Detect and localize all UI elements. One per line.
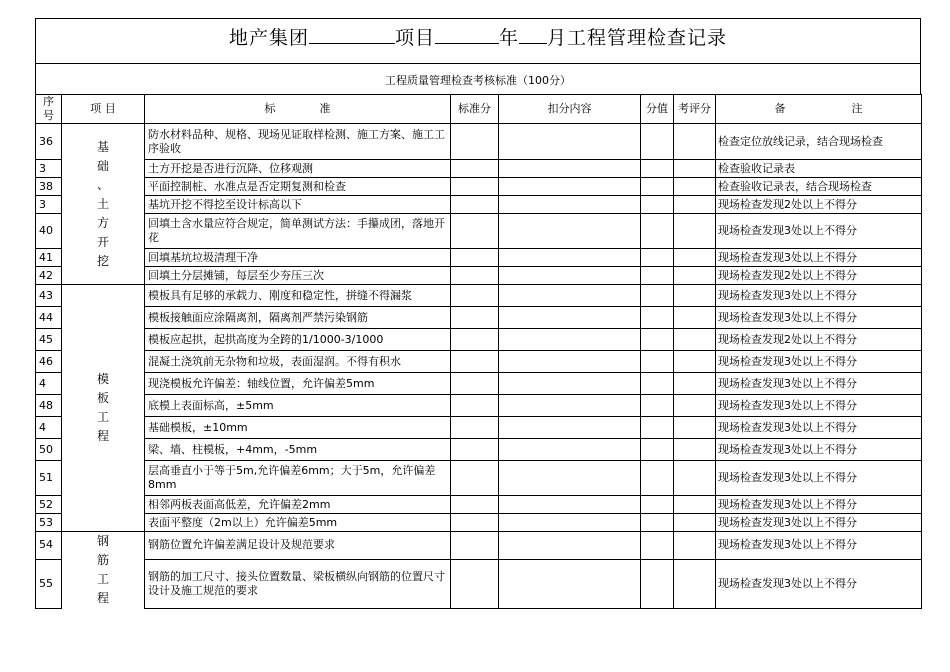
eval-score-cell[interactable] [674, 267, 716, 285]
standard-score-cell[interactable] [451, 514, 499, 532]
standard-score-cell[interactable] [451, 249, 499, 267]
standard-text: 模板接触面应涂隔离剂，隔离剂严禁污染钢筋 [145, 307, 451, 329]
standard-score-cell[interactable] [451, 285, 499, 307]
deduction-cell[interactable] [499, 496, 641, 514]
table-row [36, 160, 922, 178]
note-text: 检查验收记录表 [716, 160, 922, 178]
table-row [36, 559, 922, 608]
row-number: 42 [36, 267, 62, 285]
col-value: 分值 [641, 95, 674, 124]
note-text: 现场检查发现3处以上不得分 [716, 514, 922, 532]
col-eval-score: 考评分 [674, 95, 716, 124]
note-text: 现场检查发现2处以上不得分 [716, 267, 922, 285]
inspection-table [35, 94, 922, 609]
row-number: 53 [36, 514, 62, 532]
standard-text: 层高垂直小于等于5m,允许偏差6mm；大于5m，允许偏差8mm [145, 461, 451, 496]
eval-score-cell[interactable] [674, 351, 716, 373]
deduction-cell[interactable] [499, 461, 641, 496]
standard-text: 模板应起拱，起拱高度为全跨的1/1000-3/1000 [145, 329, 451, 351]
category-label: 基 础 、 土 方 开 挖 [96, 139, 109, 268]
inspection-sheet [35, 18, 921, 609]
value-cell[interactable] [641, 285, 674, 307]
header-row [36, 95, 922, 124]
eval-score-cell[interactable] [674, 417, 716, 439]
deduction-cell[interactable] [499, 373, 641, 395]
note-text: 现场检查发现2处以上不得分 [716, 329, 922, 351]
standard-score-cell[interactable] [451, 417, 499, 439]
page-title [36, 23, 920, 50]
table-row [36, 267, 922, 285]
note-text: 现场检查发现3处以上不得分 [716, 439, 922, 461]
standard-score-cell[interactable] [451, 461, 499, 496]
table-row [36, 439, 922, 461]
subtitle-row [35, 63, 921, 94]
table-row [36, 351, 922, 373]
note-text: 现场检查发现3处以上不得分 [716, 351, 922, 373]
eval-score-cell[interactable] [674, 249, 716, 267]
standard-score-cell[interactable] [451, 532, 499, 560]
deduction-cell[interactable] [499, 439, 641, 461]
standard-text: 模板具有足够的承载力、刚度和稳定性，拼缝不得漏浆 [145, 285, 451, 307]
eval-score-cell[interactable] [674, 124, 716, 160]
standard-score-cell[interactable] [451, 124, 499, 160]
note-text: 检查验收记录表，结合现场检查 [716, 178, 922, 196]
value-cell[interactable] [641, 329, 674, 351]
deduction-cell[interactable] [499, 124, 641, 160]
deduction-cell[interactable] [499, 417, 641, 439]
row-number: 45 [36, 329, 62, 351]
table-row [36, 417, 922, 439]
table-row [36, 395, 922, 417]
deduction-cell[interactable] [499, 196, 641, 214]
eval-score-cell[interactable] [674, 496, 716, 514]
value-cell[interactable] [641, 267, 674, 285]
note-text: 现场检查发现3处以上不得分 [716, 285, 922, 307]
note-text: 现场检查发现2处以上不得分 [716, 196, 922, 214]
note-text: 现场检查发现3处以上不得分 [716, 496, 922, 514]
standard-text: 底模上表面标高，±5mm [145, 395, 451, 417]
standard-text: 现浇模板允许偏差：轴线位置，允许偏差5mm [145, 373, 451, 395]
eval-score-cell[interactable] [674, 329, 716, 351]
col-standard-score: 标准分 [451, 95, 499, 124]
table-body [36, 124, 922, 609]
standard-score-cell[interactable] [451, 373, 499, 395]
table-row [36, 461, 922, 496]
standard-text: 回填土含水量应符合规定，简单测试方法：手攥成团，落地开花 [145, 214, 451, 249]
table-row [36, 285, 922, 307]
standard-score-cell[interactable] [451, 329, 499, 351]
year-blank[interactable] [435, 23, 499, 44]
table-row [36, 214, 922, 249]
table-row [36, 307, 922, 329]
value-cell[interactable] [641, 307, 674, 329]
value-cell[interactable] [641, 395, 674, 417]
deduction-cell[interactable] [499, 307, 641, 329]
row-number: 40 [36, 214, 62, 249]
eval-score-cell[interactable] [674, 532, 716, 560]
standard-text: 基础模板，±10mm [145, 417, 451, 439]
category-label: 模 板 工 程 [96, 372, 109, 443]
row-number: 46 [36, 351, 62, 373]
category-cell [62, 532, 145, 609]
category-cell [62, 124, 145, 285]
value-cell[interactable] [641, 373, 674, 395]
col-standard: 标 准 [145, 95, 451, 124]
table-subtitle: 工程质量管理检查考核标准（100分） [385, 74, 571, 87]
title-box [35, 18, 921, 63]
table-row [36, 329, 922, 351]
row-number: 38 [36, 178, 62, 196]
value-cell[interactable] [641, 160, 674, 178]
standard-text: 表面平整度（2m以上）允许偏差5mm [145, 514, 451, 532]
value-cell[interactable] [641, 351, 674, 373]
eval-score-cell[interactable] [674, 178, 716, 196]
row-number: 48 [36, 395, 62, 417]
title-company: 地产集团 [228, 27, 309, 49]
row-number: 36 [36, 124, 62, 160]
table-row [36, 124, 922, 160]
note-text: 现场检查发现3处以上不得分 [716, 373, 922, 395]
project-blank[interactable] [309, 23, 395, 44]
deduction-cell[interactable] [499, 329, 641, 351]
standard-score-cell[interactable] [451, 214, 499, 249]
note-text: 检查定位放线记录，结合现场检查 [716, 124, 922, 160]
eval-score-cell[interactable] [674, 461, 716, 496]
standard-text: 土方开挖是否进行沉降、位移观测 [145, 160, 451, 178]
deduction-cell[interactable] [499, 214, 641, 249]
row-number: 41 [36, 249, 62, 267]
standard-text: 回填基坑垃圾清理干净 [145, 249, 451, 267]
row-number: 50 [36, 439, 62, 461]
title-project: 项目 [394, 27, 435, 49]
row-number: 4 [36, 417, 62, 439]
category-label: 钢 筋 工 程 [96, 534, 109, 605]
month-blank[interactable] [519, 23, 547, 44]
col-note: 备 注 [716, 95, 922, 124]
deduction-cell[interactable] [499, 160, 641, 178]
standard-text: 平面控制桩、水准点是否定期复测和检查 [145, 178, 451, 196]
standard-text: 钢筋位置允许偏差满足设计及规范要求 [145, 532, 451, 560]
standard-score-cell[interactable] [451, 395, 499, 417]
value-cell[interactable] [641, 532, 674, 560]
table-row [36, 532, 922, 560]
standard-text: 钢筋的加工尺寸、接头位置数量、梁板横纵向钢筋的位置尺寸设计及施工规范的要求 [145, 559, 451, 608]
standard-text: 基坑开挖不得挖至设计标高以下 [145, 196, 451, 214]
value-cell[interactable] [641, 417, 674, 439]
title-year: 年 [499, 27, 520, 49]
value-cell[interactable] [641, 196, 674, 214]
table-row [36, 514, 922, 532]
value-cell[interactable] [641, 461, 674, 496]
title-suffix: 月工程管理检查记录 [547, 27, 728, 49]
deduction-cell[interactable] [499, 395, 641, 417]
deduction-cell[interactable] [499, 514, 641, 532]
standard-score-cell[interactable] [451, 351, 499, 373]
note-text: 现场检查发现3处以上不得分 [716, 214, 922, 249]
standard-score-cell[interactable] [451, 178, 499, 196]
row-number: 44 [36, 307, 62, 329]
standard-text: 防水材料品种、规格、现场见证取样检测、施工方案、施工工序验收 [145, 124, 451, 160]
row-number: 3 [36, 160, 62, 178]
row-number: 54 [36, 532, 62, 560]
deduction-cell[interactable] [499, 267, 641, 285]
note-text: 现场检查发现3处以上不得分 [716, 307, 922, 329]
value-cell[interactable] [641, 178, 674, 196]
deduction-cell[interactable] [499, 532, 641, 560]
note-text: 现场检查发现3处以上不得分 [716, 461, 922, 496]
row-number: 51 [36, 461, 62, 496]
standard-score-cell[interactable] [451, 559, 499, 608]
value-cell[interactable] [641, 214, 674, 249]
eval-score-cell[interactable] [674, 439, 716, 461]
standard-score-cell[interactable] [451, 496, 499, 514]
eval-score-cell[interactable] [674, 214, 716, 249]
table-row [36, 249, 922, 267]
standard-text: 混凝土浇筑前无杂物和垃圾，表面湿润。不得有积水 [145, 351, 451, 373]
eval-score-cell[interactable] [674, 307, 716, 329]
value-cell[interactable] [641, 439, 674, 461]
row-number: 55 [36, 559, 62, 608]
eval-score-cell[interactable] [674, 395, 716, 417]
col-no: 序号 [36, 95, 62, 124]
eval-score-cell[interactable] [674, 373, 716, 395]
note-text: 现场检查发现3处以上不得分 [716, 417, 922, 439]
standard-text: 相邻两板表面高低差，允许偏差2mm [145, 496, 451, 514]
eval-score-cell[interactable] [674, 160, 716, 178]
standard-score-cell[interactable] [451, 160, 499, 178]
eval-score-cell[interactable] [674, 196, 716, 214]
value-cell[interactable] [641, 249, 674, 267]
value-cell[interactable] [641, 514, 674, 532]
standard-score-cell[interactable] [451, 196, 499, 214]
deduction-cell[interactable] [499, 559, 641, 608]
row-number: 3 [36, 196, 62, 214]
table-row [36, 373, 922, 395]
row-number: 52 [36, 496, 62, 514]
deduction-cell[interactable] [499, 249, 641, 267]
row-number: 43 [36, 285, 62, 307]
eval-score-cell[interactable] [674, 514, 716, 532]
col-item: 项 目 [62, 95, 145, 124]
eval-score-cell[interactable] [674, 559, 716, 608]
value-cell[interactable] [641, 124, 674, 160]
deduction-cell[interactable] [499, 178, 641, 196]
standard-text: 梁、墙、柱模板，+4mm，-5mm [145, 439, 451, 461]
row-number: 4 [36, 373, 62, 395]
table-row [36, 496, 922, 514]
table-row [36, 196, 922, 214]
value-cell[interactable] [641, 559, 674, 608]
standard-score-cell[interactable] [451, 439, 499, 461]
note-text: 现场检查发现3处以上不得分 [716, 395, 922, 417]
value-cell[interactable] [641, 496, 674, 514]
table-row [36, 178, 922, 196]
standard-text: 回填土分层摊铺，每层至少夯压三次 [145, 267, 451, 285]
deduction-cell[interactable] [499, 351, 641, 373]
note-text: 现场检查发现3处以上不得分 [716, 559, 922, 608]
standard-score-cell[interactable] [451, 307, 499, 329]
col-deduction: 扣分内容 [499, 95, 641, 124]
deduction-cell[interactable] [499, 285, 641, 307]
note-text: 现场检查发现3处以上不得分 [716, 249, 922, 267]
note-text: 现场检查发现3处以上不得分 [716, 532, 922, 560]
standard-score-cell[interactable] [451, 267, 499, 285]
eval-score-cell[interactable] [674, 285, 716, 307]
category-cell [62, 285, 145, 532]
